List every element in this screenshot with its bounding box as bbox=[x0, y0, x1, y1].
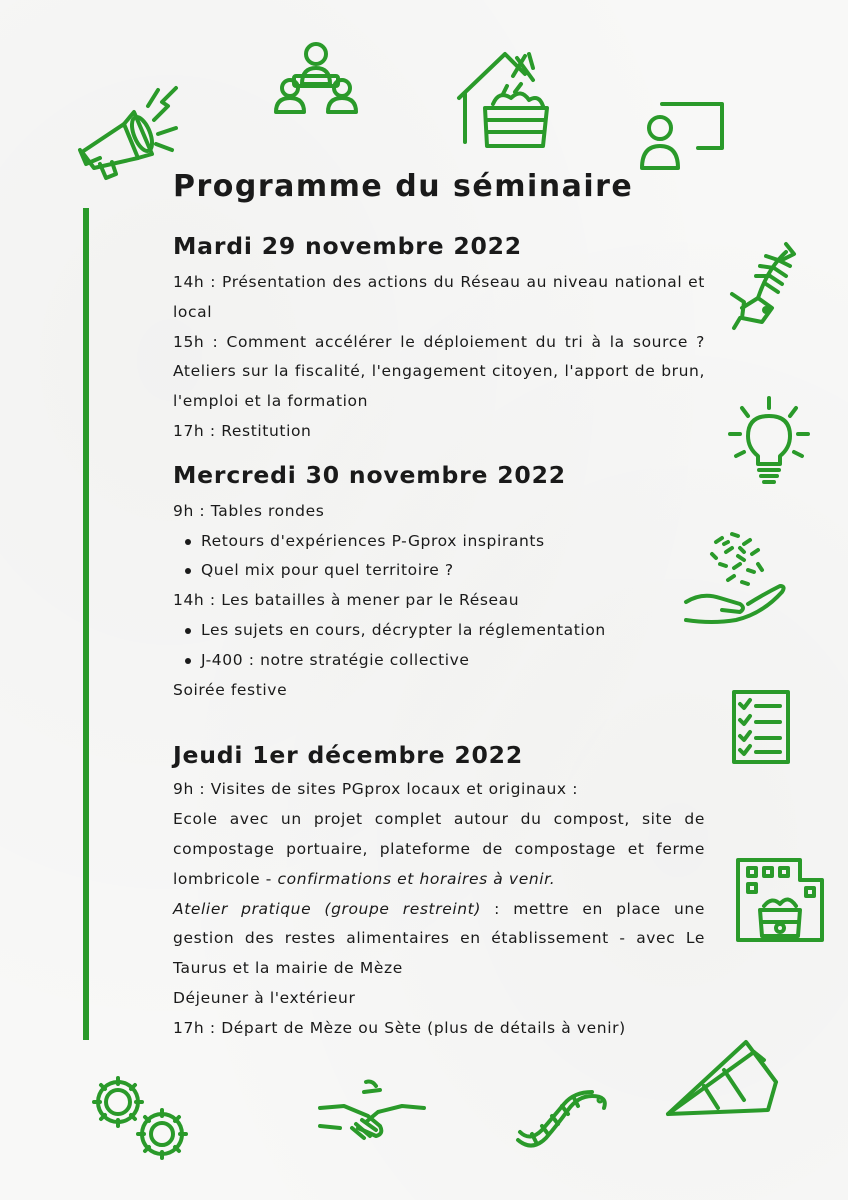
group-meeting-icon bbox=[272, 40, 360, 116]
day-heading: Mardi 29 novembre 2022 bbox=[173, 232, 522, 260]
worm-icon bbox=[512, 1090, 612, 1152]
page-title: Programme du séminaire bbox=[173, 169, 634, 204]
list-item: Retours d'expériences P-Gprox inspirants bbox=[201, 527, 705, 557]
schedule-item: 14h : Présentation des actions du Réseau au niveau national et local bbox=[173, 273, 705, 321]
compost-house-icon bbox=[455, 46, 555, 150]
schedule-item bbox=[173, 895, 705, 984]
fish-bone-icon bbox=[728, 238, 798, 332]
day-section-wednesday bbox=[173, 459, 705, 706]
schedule-item: Déjeuner à l'extérieur bbox=[173, 988, 356, 1007]
lightbulb-icon bbox=[726, 394, 812, 484]
megaphone-icon bbox=[72, 72, 184, 182]
schedule-item: 14h : Les batailles à mener par le Réseau bbox=[173, 591, 520, 610]
bullet-list bbox=[173, 616, 705, 676]
building-compost-icon bbox=[734, 856, 828, 944]
presenter-icon bbox=[638, 100, 726, 172]
vertical-accent-line bbox=[83, 208, 89, 1040]
list-item: Les sujets en cours, décrypter la réglementation bbox=[201, 616, 705, 646]
list-item: Quel mix pour quel territoire ? bbox=[201, 556, 705, 586]
schedule-item: 9h : Tables rondes bbox=[173, 501, 325, 520]
checklist-icon bbox=[728, 688, 794, 766]
day-section-tuesday bbox=[173, 230, 705, 447]
schedule-item bbox=[173, 805, 705, 894]
text-span: : mettre en place une gestion des restes alimentaires en établissement - avec Le Taurus et la mairie de Mèze bbox=[173, 899, 705, 978]
day-heading: Mercredi 30 novembre 2022 bbox=[173, 460, 566, 489]
list-item: J-400 : notre stratégie collective bbox=[201, 646, 705, 676]
day-heading: Jeudi 1er décembre 2022 bbox=[173, 741, 523, 770]
handshake-icon bbox=[316, 1078, 428, 1150]
gears-icon bbox=[86, 1070, 194, 1166]
bullet-list bbox=[173, 527, 705, 587]
tent-icon bbox=[664, 1034, 780, 1118]
schedule-item: 9h : Visites de sites PGprox locaux et originaux : bbox=[173, 780, 579, 799]
programme-content bbox=[173, 166, 705, 1044]
schedule-item: 17h : Départ de Mèze ou Sète (plus de détails à venir) bbox=[173, 1018, 626, 1037]
day-section-thursday bbox=[173, 739, 705, 1043]
text-span-italic: Atelier pratique (groupe restreint) bbox=[173, 899, 481, 918]
schedule-item: Soirée festive bbox=[173, 680, 288, 699]
text-span: Ecole avec un projet complet autour du compost, site de compostage portuaire, plateforme de compostage et ferme lombricole - bbox=[173, 810, 705, 888]
text-span-italic: confirmations et horaires à venir. bbox=[277, 869, 556, 888]
schedule-item: 15h : Comment accélérer le déploiement du tri à la source ? Ateliers sur la fiscalité, l'engagement citoyen, l'apport de brun, l'emploi et la formation bbox=[173, 332, 705, 411]
schedule-item: 17h : Restitution bbox=[173, 421, 312, 440]
